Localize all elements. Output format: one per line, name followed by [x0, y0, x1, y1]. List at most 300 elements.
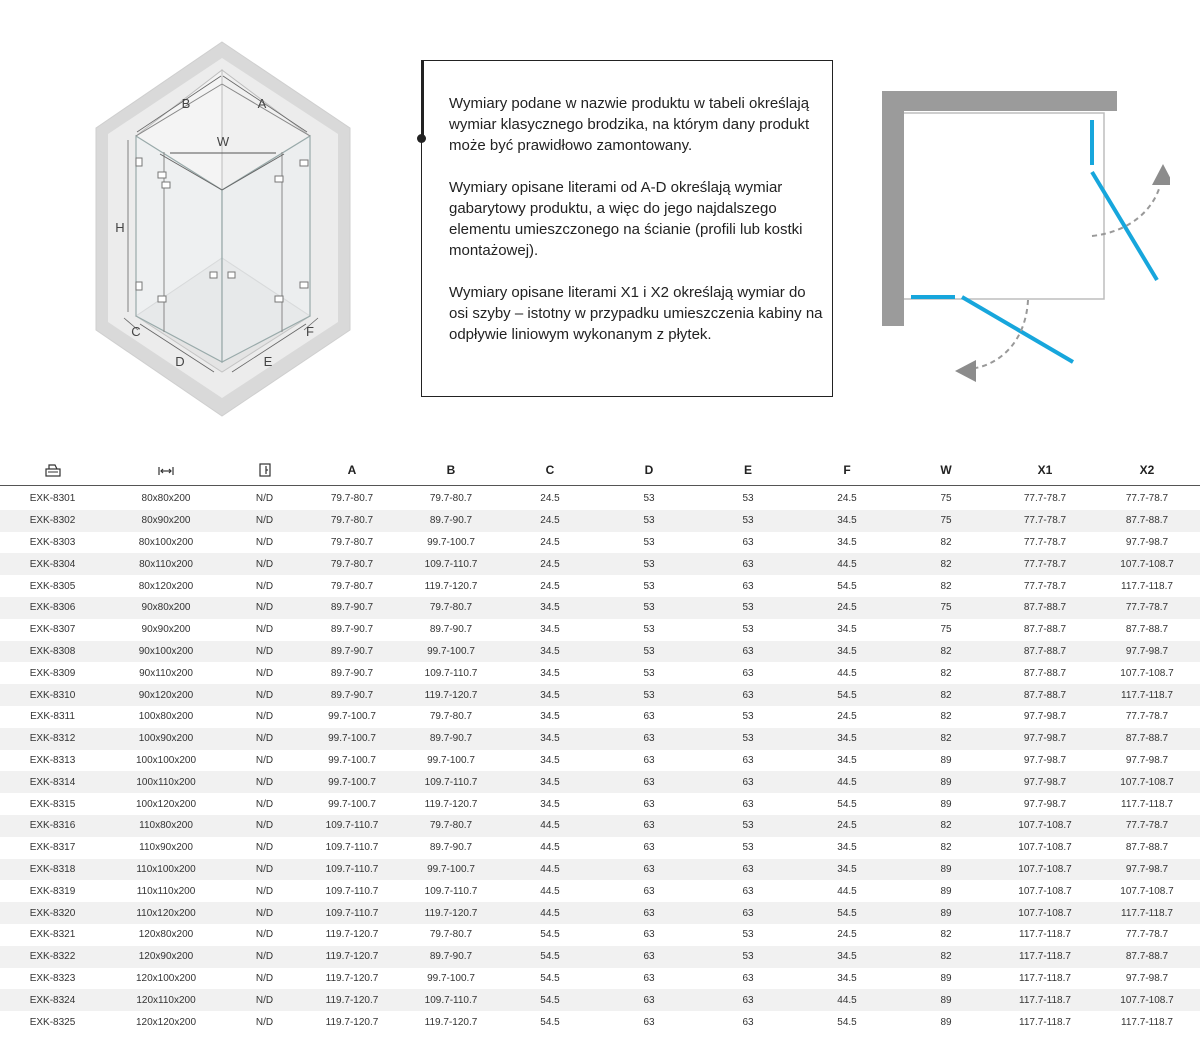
- cell-f: 34.5: [837, 624, 857, 636]
- cell-model: EXK-8322: [0, 946, 105, 968]
- cell-b: 99.7-100.7: [402, 641, 500, 663]
- shower-tray-icon: [45, 463, 61, 477]
- cell-x1: 97.7-98.7: [996, 728, 1094, 750]
- cell-w: 82: [896, 641, 996, 663]
- cell-x2: 117.7-118.7: [1121, 580, 1173, 592]
- cell-w: 89: [896, 859, 996, 881]
- cell-dimensions: 80x120x200: [138, 580, 194, 592]
- cell-b: 99.7-100.7: [402, 859, 500, 881]
- col-b: B: [402, 455, 500, 486]
- side-wall: [882, 91, 904, 326]
- cell-x1: 97.7-98.7: [1023, 711, 1067, 723]
- cell-e: 63: [742, 754, 754, 766]
- cell-model: EXK-8315: [29, 798, 76, 810]
- cell-b: 99.7-100.7: [427, 972, 475, 984]
- cell-c: 24.5: [540, 493, 560, 505]
- cell-e: 63: [698, 989, 798, 1011]
- cell-c: 44.5: [500, 859, 600, 881]
- cell-dimensions: 120x100x200: [135, 972, 197, 984]
- cell-c: 54.5: [540, 972, 560, 984]
- cell-a: 79.7-80.7: [302, 510, 402, 532]
- cell-a: 89.7-90.7: [302, 684, 402, 706]
- cell-model: EXK-8304: [0, 553, 105, 575]
- cell-x2: 97.7-98.7: [1125, 536, 1169, 548]
- cell-door: N/D: [255, 754, 274, 766]
- cell-model: EXK-8303: [29, 536, 76, 548]
- cell-f: 24.5: [837, 711, 857, 723]
- label-e: E: [263, 354, 273, 369]
- cell-f: 34.5: [798, 946, 896, 968]
- plan-view-diagram: [870, 80, 1170, 400]
- cell-d: 53: [643, 493, 655, 505]
- cell-f: 24.5: [798, 815, 896, 837]
- cell-x1: 77.7-78.7: [1023, 493, 1067, 505]
- table-row: [0, 706, 1200, 728]
- cell-a: 119.7-120.7: [325, 972, 379, 984]
- cell-w: 82: [896, 946, 996, 968]
- cell-d: 63: [643, 798, 655, 810]
- cell-d: 53: [643, 624, 655, 636]
- table-row: [0, 771, 1200, 793]
- info-paragraph-2: Wymiary opisane literami od A-D określają wymiar gabarytowy produktu, a więc do jego najdalszego elementu umieszczonego na ścianie (profili lub kostki montażowej).: [449, 179, 803, 259]
- cell-x2: 77.7-78.7: [1094, 815, 1200, 837]
- cell-dimensions: 120x110x200: [105, 989, 227, 1011]
- cell-door: N/D: [255, 885, 274, 897]
- cell-model: EXK-8305: [29, 580, 76, 592]
- cell-c: 44.5: [540, 885, 560, 897]
- cell-dimensions: 80x90x200: [105, 510, 227, 532]
- cell-e: 53: [742, 711, 754, 723]
- cell-f: 34.5: [837, 754, 857, 766]
- cell-a: 89.7-90.7: [330, 624, 374, 636]
- cell-d: 63: [600, 989, 698, 1011]
- cell-x2: 117.7-118.7: [1094, 902, 1200, 924]
- cell-x2: 97.7-98.7: [1094, 859, 1200, 881]
- table-row: [0, 641, 1200, 663]
- cell-door: N/D: [227, 641, 302, 663]
- cell-a: 119.7-120.7: [302, 946, 402, 968]
- table-row: [0, 662, 1200, 684]
- cell-dimensions: 90x80x200: [105, 597, 227, 619]
- width-arrows-icon: [158, 466, 174, 476]
- cell-d: 63: [600, 728, 698, 750]
- cell-c: 34.5: [540, 754, 560, 766]
- cell-c: 54.5: [500, 989, 600, 1011]
- cell-f: 34.5: [798, 859, 896, 881]
- table-row: [0, 793, 1200, 815]
- cell-c: 54.5: [540, 1016, 560, 1028]
- label-w: W: [216, 134, 230, 149]
- col-dimensions: [105, 455, 227, 486]
- cell-w: 82: [940, 711, 952, 723]
- table-row: [0, 859, 1200, 881]
- cell-c: 44.5: [540, 842, 560, 854]
- cell-b: 119.7-120.7: [402, 684, 500, 706]
- cell-f: 44.5: [798, 771, 896, 793]
- cell-door: N/D: [255, 1016, 274, 1028]
- cell-door: N/D: [227, 989, 302, 1011]
- cell-f: 44.5: [837, 667, 857, 679]
- cell-x1: 87.7-88.7: [996, 597, 1094, 619]
- cell-x1: 97.7-98.7: [996, 771, 1094, 793]
- cell-x1: 107.7-108.7: [996, 902, 1094, 924]
- cell-d: 53: [600, 684, 698, 706]
- cell-a: 109.7-110.7: [302, 815, 402, 837]
- cell-x1: 117.7-118.7: [1019, 1016, 1071, 1028]
- cell-x2: 117.7-118.7: [1121, 798, 1173, 810]
- cell-f: 34.5: [798, 641, 896, 663]
- cell-dimensions: 100x90x200: [105, 728, 227, 750]
- cell-e: 63: [742, 972, 754, 984]
- table-row: [0, 684, 1200, 706]
- cell-e: 53: [698, 510, 798, 532]
- cell-b: 119.7-120.7: [402, 902, 500, 924]
- cell-dimensions: 110x110x200: [136, 885, 196, 897]
- cell-dimensions: 120x80x200: [138, 929, 194, 941]
- cell-b: 79.7-80.7: [429, 711, 473, 723]
- cell-c: 34.5: [500, 684, 600, 706]
- cell-w: 82: [896, 553, 996, 575]
- cell-b: 79.7-80.7: [402, 815, 500, 837]
- cell-dimensions: 110x80x200: [105, 815, 227, 837]
- cell-x2: 77.7-78.7: [1125, 493, 1169, 505]
- label-a: A: [257, 96, 267, 111]
- cell-x2: 97.7-98.7: [1094, 641, 1200, 663]
- table-row: [0, 1011, 1200, 1033]
- cell-f: 34.5: [798, 510, 896, 532]
- cell-d: 53: [643, 536, 655, 548]
- cell-f: 44.5: [798, 989, 896, 1011]
- cell-a: 119.7-120.7: [302, 989, 402, 1011]
- cell-f: 54.5: [798, 902, 896, 924]
- table-row: [0, 880, 1200, 902]
- cell-x1: 107.7-108.7: [1018, 842, 1072, 854]
- cell-d: 53: [643, 580, 655, 592]
- cell-d: 63: [600, 902, 698, 924]
- cell-x2: 97.7-98.7: [1125, 972, 1169, 984]
- cell-door: N/D: [227, 859, 302, 881]
- cell-x2: 87.7-88.7: [1094, 510, 1200, 532]
- cell-model: EXK-8310: [0, 684, 105, 706]
- cell-b: 109.7-110.7: [402, 771, 500, 793]
- cell-a: 109.7-110.7: [325, 842, 379, 854]
- cell-x2: 87.7-88.7: [1125, 842, 1169, 854]
- cell-model: EXK-8306: [0, 597, 105, 619]
- cell-c: 34.5: [540, 798, 560, 810]
- cell-dimensions: 110x90x200: [139, 842, 193, 854]
- table-row: [0, 989, 1200, 1011]
- cell-w: 82: [896, 815, 996, 837]
- cell-model: EXK-8311: [30, 711, 75, 723]
- cell-a: 109.7-110.7: [302, 859, 402, 881]
- cell-door: N/D: [255, 972, 274, 984]
- info-text: [449, 93, 824, 366]
- cell-dimensions: 100x100x200: [135, 754, 197, 766]
- cell-a: 109.7-110.7: [302, 902, 402, 924]
- cell-w: 89: [940, 972, 952, 984]
- cell-x2: 87.7-88.7: [1094, 728, 1200, 750]
- cell-a: 79.7-80.7: [330, 580, 374, 592]
- cell-a: 89.7-90.7: [330, 667, 374, 679]
- cell-x1: 87.7-88.7: [996, 684, 1094, 706]
- label-d: D: [175, 354, 185, 369]
- cell-b: 89.7-90.7: [429, 842, 473, 854]
- cell-d: 63: [643, 972, 655, 984]
- col-e: E: [698, 455, 798, 486]
- cell-c: 34.5: [500, 641, 600, 663]
- cell-x2: 107.7-108.7: [1120, 667, 1174, 679]
- cell-x2: 97.7-98.7: [1125, 754, 1169, 766]
- cell-dimensions: 100x80x200: [138, 711, 194, 723]
- cell-e: 53: [742, 493, 754, 505]
- cell-e: 63: [742, 1016, 754, 1028]
- cell-b: 89.7-90.7: [402, 510, 500, 532]
- cell-w: 89: [940, 798, 952, 810]
- col-door: [227, 455, 302, 486]
- cell-e: 63: [698, 641, 798, 663]
- cell-model: EXK-8317: [29, 842, 76, 854]
- cell-a: 119.7-120.7: [325, 1016, 379, 1028]
- cell-w: 75: [896, 597, 996, 619]
- cell-w: 82: [940, 842, 952, 854]
- cell-f: 54.5: [837, 798, 857, 810]
- cell-door: N/D: [227, 946, 302, 968]
- cell-x1: 87.7-88.7: [996, 641, 1094, 663]
- cell-c: 24.5: [500, 553, 600, 575]
- cell-x1: 87.7-88.7: [1023, 667, 1067, 679]
- cell-e: 53: [698, 728, 798, 750]
- table-row: [0, 728, 1200, 750]
- cell-c: 34.5: [500, 771, 600, 793]
- cell-e: 53: [742, 929, 754, 941]
- cell-a: 79.7-80.7: [302, 553, 402, 575]
- cell-model: EXK-8302: [0, 510, 105, 532]
- cell-model: EXK-8321: [29, 929, 76, 941]
- cell-x1: 117.7-118.7: [996, 946, 1094, 968]
- cell-dimensions: 90x110x200: [139, 667, 193, 679]
- spec-table-body: [0, 486, 1200, 1033]
- cell-c: 34.5: [540, 624, 560, 636]
- table-row: [0, 902, 1200, 924]
- cell-dimensions: 100x120x200: [135, 798, 197, 810]
- cell-e: 53: [698, 946, 798, 968]
- table-row: [0, 597, 1200, 619]
- cell-x1: 77.7-78.7: [996, 510, 1094, 532]
- cell-w: 75: [940, 624, 952, 636]
- cell-x1: 87.7-88.7: [1023, 624, 1067, 636]
- cell-f: 34.5: [798, 728, 896, 750]
- bottom-swing-arrow-icon: [955, 360, 976, 382]
- cell-dimensions: 100x110x200: [105, 771, 227, 793]
- table-row: [0, 968, 1200, 990]
- cell-dimensions: 80x100x200: [138, 536, 194, 548]
- cell-x2: 107.7-108.7: [1094, 989, 1200, 1011]
- cell-e: 53: [742, 842, 754, 854]
- cell-b: 89.7-90.7: [402, 728, 500, 750]
- table-row: [0, 486, 1200, 510]
- col-model: [0, 455, 105, 486]
- bottom-door-glass: [962, 297, 1073, 362]
- cell-f: 54.5: [837, 580, 857, 592]
- cell-door: N/D: [255, 493, 274, 505]
- cell-b: 109.7-110.7: [402, 553, 500, 575]
- cell-d: 63: [643, 885, 655, 897]
- cell-dimensions: 120x120x200: [135, 1016, 197, 1028]
- cell-c: 54.5: [500, 946, 600, 968]
- label-f: F: [306, 324, 314, 339]
- cell-a: 99.7-100.7: [302, 728, 402, 750]
- cell-d: 63: [600, 771, 698, 793]
- cell-c: 34.5: [540, 711, 560, 723]
- cell-b: 99.7-100.7: [427, 754, 475, 766]
- cell-x2: 77.7-78.7: [1125, 929, 1169, 941]
- info-accent-dot: [417, 134, 426, 143]
- cell-a: 99.7-100.7: [328, 711, 376, 723]
- cell-w: 75: [896, 510, 996, 532]
- table-header-row: [0, 455, 1200, 486]
- cell-d: 63: [643, 1016, 655, 1028]
- tray-outline: [904, 113, 1104, 299]
- cell-x1: 77.7-78.7: [1023, 580, 1067, 592]
- cell-a: 79.7-80.7: [330, 493, 374, 505]
- cell-model: EXK-8312: [0, 728, 105, 750]
- cell-w: 82: [940, 929, 952, 941]
- cell-door: N/D: [255, 798, 274, 810]
- cell-w: 89: [896, 771, 996, 793]
- cell-e: 63: [742, 667, 754, 679]
- cell-e: 63: [742, 798, 754, 810]
- cell-b: 89.7-90.7: [402, 946, 500, 968]
- cell-door: N/D: [227, 597, 302, 619]
- cell-b: 89.7-90.7: [429, 624, 473, 636]
- cell-f: 34.5: [837, 972, 857, 984]
- table-row: [0, 750, 1200, 772]
- cell-f: 44.5: [837, 885, 857, 897]
- cell-model: EXK-8309: [29, 667, 76, 679]
- table-row: [0, 837, 1200, 859]
- cell-f: 54.5: [837, 1016, 857, 1028]
- cell-d: 63: [643, 842, 655, 854]
- cell-door: N/D: [227, 510, 302, 532]
- col-f: F: [798, 455, 896, 486]
- cell-e: 63: [698, 684, 798, 706]
- cell-e: 63: [698, 902, 798, 924]
- right-door-glass: [1092, 172, 1157, 280]
- cell-x1: 77.7-78.7: [1023, 536, 1067, 548]
- info-box: [421, 60, 833, 397]
- cell-w: 75: [940, 493, 952, 505]
- cell-door: N/D: [227, 553, 302, 575]
- cell-model: EXK-8323: [29, 972, 76, 984]
- cell-c: 34.5: [540, 667, 560, 679]
- cell-b: 99.7-100.7: [427, 536, 475, 548]
- table-row: [0, 946, 1200, 968]
- cell-x2: 87.7-88.7: [1125, 624, 1169, 636]
- cell-x1: 107.7-108.7: [1018, 885, 1072, 897]
- cell-model: EXK-8308: [0, 641, 105, 663]
- cell-d: 63: [643, 929, 655, 941]
- cell-f: 24.5: [837, 929, 857, 941]
- cell-model: EXK-8307: [29, 624, 76, 636]
- table-row: [0, 510, 1200, 532]
- cell-e: 63: [742, 885, 754, 897]
- cell-a: 89.7-90.7: [302, 641, 402, 663]
- cell-e: 63: [698, 553, 798, 575]
- cell-a: 119.7-120.7: [325, 929, 379, 941]
- cell-door: N/D: [255, 536, 274, 548]
- cell-f: 34.5: [837, 536, 857, 548]
- cell-b: 119.7-120.7: [424, 580, 478, 592]
- cell-door: N/D: [227, 815, 302, 837]
- cell-b: 79.7-80.7: [429, 493, 473, 505]
- col-a: A: [302, 455, 402, 486]
- cell-model: EXK-8319: [29, 885, 76, 897]
- cell-model: EXK-8301: [29, 493, 76, 505]
- info-paragraph-1: Wymiary podane w nazwie produktu w tabeli określają wymiar klasycznego brodzika, na którym dany produkt może być prawidłowo zamontowany.: [449, 95, 810, 154]
- cell-w: 89: [940, 885, 952, 897]
- cell-w: 89: [896, 902, 996, 924]
- cell-model: EXK-8324: [0, 989, 105, 1011]
- cell-d: 63: [600, 859, 698, 881]
- cell-door: N/D: [255, 667, 274, 679]
- cell-d: 63: [600, 815, 698, 837]
- cell-model: EXK-8320: [0, 902, 105, 924]
- cell-door: N/D: [255, 624, 274, 636]
- col-w: W: [896, 455, 996, 486]
- cell-c: 24.5: [540, 536, 560, 548]
- cell-b: 119.7-120.7: [424, 1016, 478, 1028]
- cell-e: 53: [698, 815, 798, 837]
- cell-dimensions: 120x90x200: [105, 946, 227, 968]
- info-paragraph-3: Wymiary opisane literami X1 i X2 określają wymiar do osi szyby – istotny w przypadku umieszczenia kabiny na odpływie liniowym wykonanym z płytek.: [449, 284, 823, 343]
- table-row: [0, 619, 1200, 641]
- cell-a: 99.7-100.7: [328, 754, 376, 766]
- cell-f: 24.5: [798, 597, 896, 619]
- back-wall: [882, 91, 1117, 111]
- cell-d: 53: [643, 667, 655, 679]
- label-b: B: [181, 96, 191, 111]
- cell-d: 63: [643, 754, 655, 766]
- cell-d: 53: [600, 553, 698, 575]
- cell-w: 82: [896, 728, 996, 750]
- shower-isometric-diagram: [92, 40, 352, 420]
- cell-x2: 107.7-108.7: [1120, 885, 1174, 897]
- cell-model: EXK-8318: [0, 859, 105, 881]
- cell-door: N/D: [255, 580, 274, 592]
- cell-dimensions: 80x110x200: [105, 553, 227, 575]
- table-row: [0, 924, 1200, 946]
- cell-x1: 117.7-118.7: [996, 989, 1094, 1011]
- cell-x1: 117.7-118.7: [1019, 929, 1071, 941]
- cell-d: 53: [600, 510, 698, 532]
- right-swing-arrow-icon: [1152, 164, 1170, 185]
- cell-f: 24.5: [837, 493, 857, 505]
- cell-c: 34.5: [500, 728, 600, 750]
- label-h: H: [115, 220, 125, 235]
- col-c: C: [500, 455, 600, 486]
- cell-w: 89: [940, 754, 952, 766]
- cell-f: 44.5: [798, 553, 896, 575]
- cell-c: 44.5: [500, 902, 600, 924]
- cell-b: 109.7-110.7: [402, 989, 500, 1011]
- cell-w: 82: [940, 536, 952, 548]
- cell-c: 54.5: [540, 929, 560, 941]
- cell-x2: 77.7-78.7: [1125, 711, 1169, 723]
- cell-d: 63: [643, 711, 655, 723]
- cell-a: 99.7-100.7: [328, 798, 376, 810]
- cell-b: 79.7-80.7: [429, 929, 473, 941]
- cell-model: EXK-8313: [29, 754, 76, 766]
